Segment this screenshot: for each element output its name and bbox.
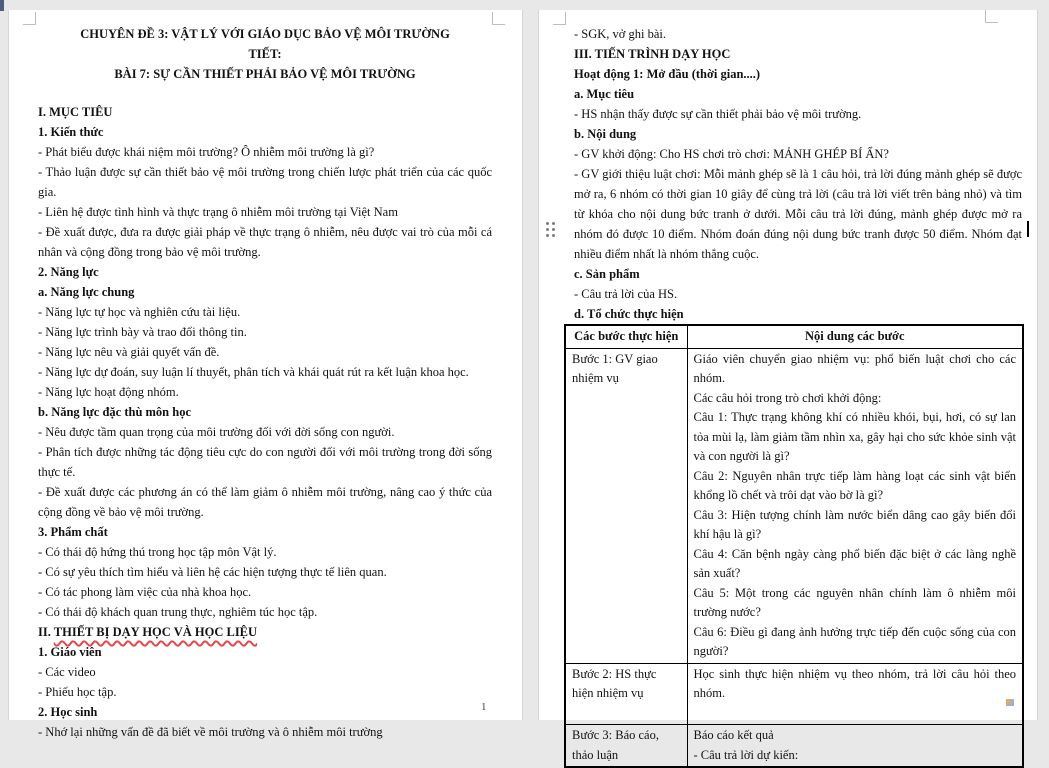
paragraph-drag-handle-icon[interactable] xyxy=(544,221,556,238)
table-header-row xyxy=(565,325,1023,348)
step-cell: Bước 1: GV giao nhiệm vụ xyxy=(565,348,687,663)
page-2-content xyxy=(539,10,1037,768)
section-heading: 1. Giáo viên xyxy=(38,645,102,659)
crop-mark-page1-top-right xyxy=(492,12,505,25)
section-heading: 2. Học sinh xyxy=(38,705,98,719)
table-row xyxy=(565,663,1023,725)
body-line: - Các video xyxy=(38,665,96,679)
section-heading: a. Năng lực chung xyxy=(38,285,135,299)
section-heading: b. Nội dung xyxy=(574,127,637,141)
crop-mark-page2-top-right xyxy=(985,10,998,23)
body-line: - Năng lực tự học và nghiên cứu tài liệu. xyxy=(38,305,241,319)
body-line: - Đề xuất được các phương án có thể làm giảm ô nhiễm môi trường, nâng cao ý thức của cộng đồng về bảo vệ môi trường. xyxy=(38,485,492,519)
section-heading: a. Mục tiêu xyxy=(574,87,635,101)
cell-line: Câu 4: Căn bệnh ngày càng phổ biến đặc biệt ở các làng nghề sản xuất? xyxy=(693,546,1016,580)
body-line: - SGK, vở ghi bài. xyxy=(574,27,667,41)
body-line: - HS nhận thấy được sự cần thiết phải bảo vệ môi trường. xyxy=(574,107,862,121)
step-cell: Bước 3: Báo cáo, thảo luận xyxy=(565,725,687,768)
document-page-1 xyxy=(8,10,523,739)
cell-line: Câu 5: Một trong các nguyên nhân chính làm ô nhiễm môi trường nước? xyxy=(693,585,1016,619)
section-heading: c. Sản phẩm xyxy=(574,267,640,281)
table-row xyxy=(565,348,1023,663)
body-line: - Phân tích được những tác động tiêu cực do con người đối với môi trường trong đời sống thực tế. xyxy=(38,445,492,479)
cell-line: Báo cáo kết quả xyxy=(693,728,774,742)
section-heading-spellchecked xyxy=(38,622,492,642)
body-line: - Phát biểu được khái niệm môi trường? Ô nhiễm môi trường là gì? xyxy=(38,145,375,159)
page-number: 1 xyxy=(481,701,487,713)
section-heading: d. Tổ chức thực hiện xyxy=(574,307,684,321)
heading-text-spellcheck-underline: THIẾT BỊ DẠY HỌC VÀ HỌC LIỆU xyxy=(53,625,258,639)
table-header-content: Nội dung các bước xyxy=(687,325,1023,348)
body-line: - GV khởi động: Cho HS chơi trò chơi: MẢNH GHÉP BÍ ẨN? xyxy=(574,147,889,161)
table-header-steps: Các bước thực hiện xyxy=(565,325,687,348)
cell-line: Câu 1: Thực trạng không khí có nhiều khói, bụi, hơi, có sự lan tỏa mùi lạ, làm giảm tầm nhìn xa, gây hại cho sức khỏe sinh vật và con người là gì? xyxy=(693,410,1016,463)
steps-table xyxy=(564,324,1024,768)
cell-line: Câu 3: Hiện tượng chính làm nước biển dâng cao gây biến đổi khí hậu là gì? xyxy=(693,507,1016,541)
body-line: - Nhớ lại những vấn đề đã biết về môi trường và ô nhiễm môi trường xyxy=(38,725,383,739)
doc-title-line: BÀI 7: SỰ CẦN THIẾT PHẢI BẢO VỆ MÔI TRƯỜNG xyxy=(114,67,416,81)
document-page-2 xyxy=(538,10,1038,762)
body-paragraph: - GV giới thiệu luật chơi: Mỗi mảnh ghép sẽ là 1 câu hỏi, trả lời đúng mảnh ghép sẽ được mở ra, 6 nhóm có thời gian 10 giây để cùng trả lời (câu trả lời viết trên bảng nhỏ) và tìm từ khóa cho nội dung bức tranh ở dưới. Mỗi câu trả lời đúng, mảnh ghép được mở ra nhóm đó được 10 điểm. Nhóm đoán đúng nội dung bức tranh được 50 điểm. Nhóm đạt nhiều điểm nhất là nhóm thắng cuộc. xyxy=(574,167,1022,261)
object-anchor-mark xyxy=(1006,699,1014,706)
body-line: - Có sự yêu thích tìm hiểu và liên hệ các hiện tượng thực tế liên quan. xyxy=(38,565,387,579)
table-row xyxy=(565,725,1023,768)
body-line: - Năng lực dự đoán, suy luận lí thuyết, phân tích và khái quát rút ra kết luận khoa học. xyxy=(38,365,469,379)
cell-line-empty xyxy=(694,704,1017,724)
crop-mark-page2-top-left xyxy=(553,12,566,25)
content-cell xyxy=(687,725,1023,768)
body-line: - Có thái độ khách quan trung thực, nghiêm túc học tập. xyxy=(38,605,318,619)
cell-line: Câu 6: Điều gì đang ảnh hưởng trực tiếp đến cuộc sống của con người? xyxy=(693,624,1016,658)
body-line: - Nêu được tầm quan trọng của môi trường đối với đời sống con người. xyxy=(38,425,395,439)
section-heading: 3. Phẩm chất xyxy=(38,525,108,539)
body-line: - Năng lực hoạt động nhóm. xyxy=(38,385,179,399)
body-line: - Có thái độ hứng thú trong học tập môn Vật lý. xyxy=(38,545,277,559)
body-line: - Năng lực nêu và giải quyết vấn đề. xyxy=(38,345,220,359)
cell-line: Các câu hỏi trong trò chơi khởi động: xyxy=(693,390,882,405)
doc-title-block xyxy=(38,24,492,84)
body-line: - Phiếu học tập. xyxy=(38,685,117,699)
section-heading: III. TIẾN TRÌNH DẠY HỌC xyxy=(574,47,731,61)
body-line: - Câu trả lời của HS. xyxy=(574,287,678,301)
text-cursor xyxy=(1027,221,1029,237)
doc-title-line: CHUYÊN ĐỀ 3: VẬT LÝ VỚI GIÁO DỤC BẢO VỆ MÔI TRƯỜNG xyxy=(80,27,450,41)
body-line: - Thảo luận được sự cần thiết bảo vệ môi trường trong chiến lược phát triển của các quốc gia. xyxy=(38,165,492,199)
section-heading: 1. Kiến thức xyxy=(38,125,104,139)
doc-title-line: TIẾT: xyxy=(248,47,282,61)
body-line: - Liên hệ được tình hình và thực trạng ô nhiễm môi trường tại Việt Nam xyxy=(38,205,398,219)
body-line: - Có tác phong làm việc của nhà khoa học. xyxy=(38,585,252,599)
content-cell xyxy=(687,663,1023,725)
cell-line: - Câu trả lời dự kiến: xyxy=(693,747,799,762)
body-line: - Năng lực trình bày và trao đổi thông tin. xyxy=(38,325,247,339)
section-heading: 2. Năng lực xyxy=(38,265,99,279)
cell-line: Học sinh thực hiện nhiệm vụ theo nhóm, trả lời câu hỏi theo nhóm. xyxy=(693,666,1016,700)
crop-mark-page1-top-left xyxy=(23,12,36,25)
section-heading: I. MỤC TIÊU xyxy=(38,105,113,119)
step-cell: Bước 2: HS thực hiện nhiệm vụ xyxy=(565,663,687,725)
window-edge-fragment xyxy=(0,0,4,11)
cell-line: Câu 2: Nguyên nhân trực tiếp làm hàng loạt các sinh vật biển khổng lồ chết và trôi dạt vào bờ là gì? xyxy=(693,468,1016,502)
cell-line: Giáo viên chuyển giao nhiệm vụ: phổ biến luật chơi cho các nhóm. xyxy=(693,351,1016,385)
content-cell xyxy=(687,348,1023,663)
page-1-content xyxy=(9,10,522,742)
section-heading: Hoạt động 1: Mở đầu (thời gian....) xyxy=(574,67,761,81)
section-heading: b. Năng lực đặc thù môn học xyxy=(38,405,192,419)
body-line: - Đề xuất được, đưa ra được giải pháp về thực trạng ô nhiễm, nêu được vai trò của mỗi cá nhân và cộng đồng trong bảo vệ môi trường. xyxy=(38,225,492,259)
heading-number: II. xyxy=(38,625,54,639)
